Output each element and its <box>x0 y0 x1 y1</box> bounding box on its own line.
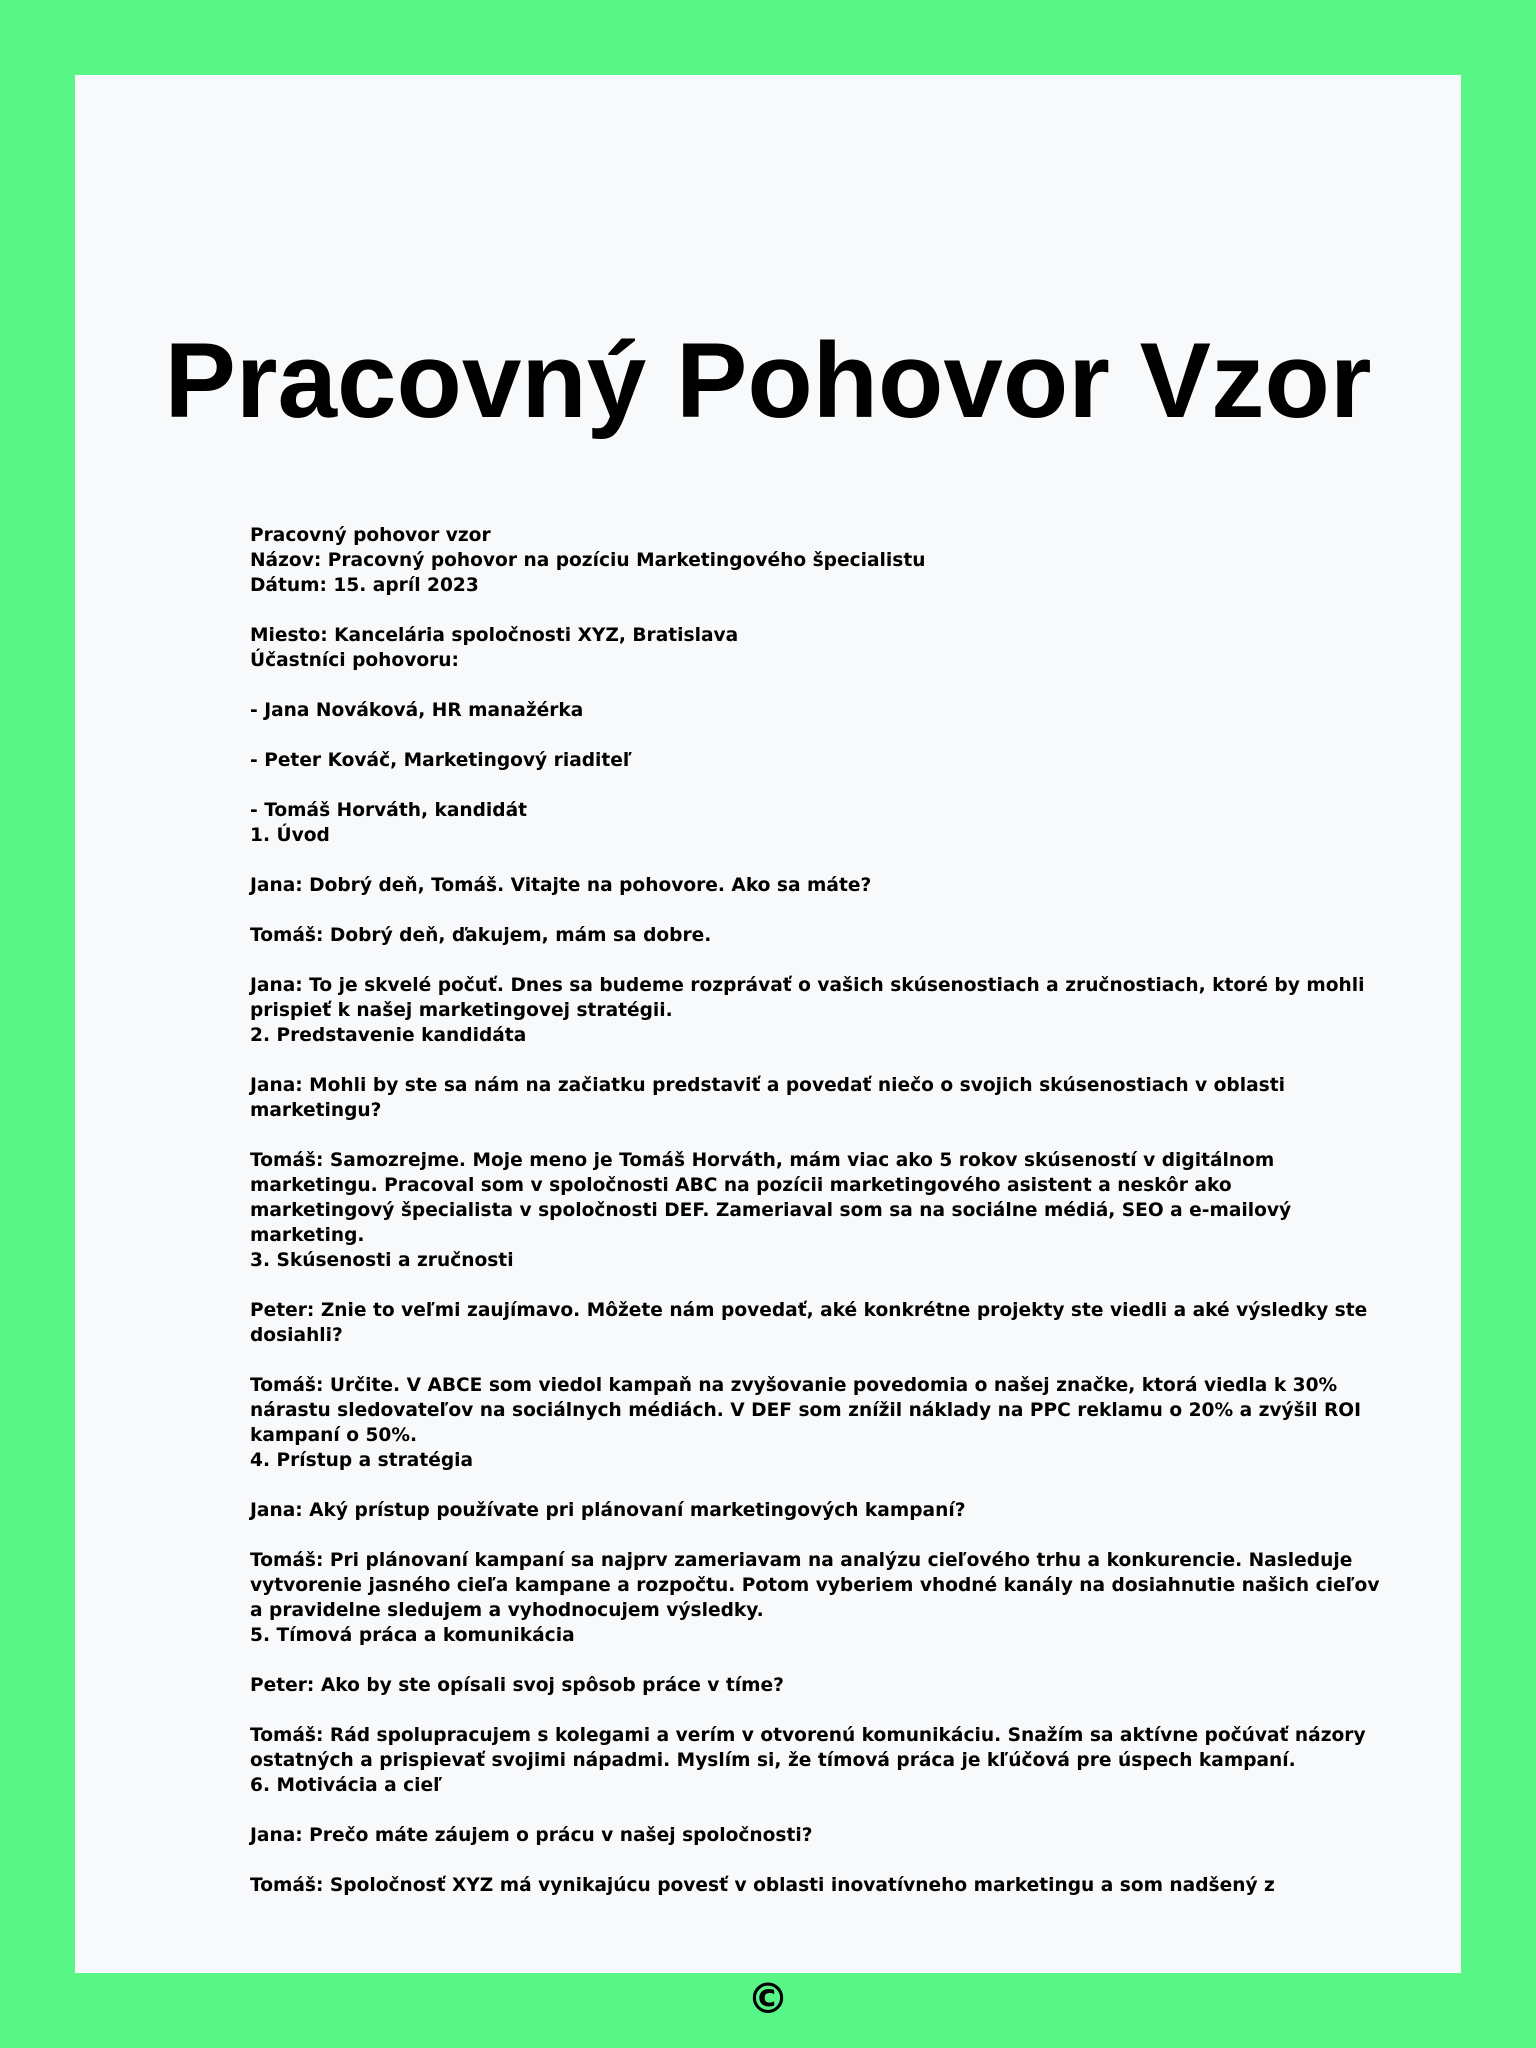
text-line: Tomáš: Spoločnosť XYZ má vynikajúcu povesť v oblasti inovatívneho marketingu a som nadšený z <box>250 1875 1275 1896</box>
blank-line <box>250 673 1370 698</box>
text-line: vytvorenie jasného cieľa kampane a rozpočtu. Potom vyberiem vhodné kanály na dosiahnutie našich cieľov <box>250 1575 1380 1596</box>
text-line: Tomáš: Dobrý deň, ďakujem, mám sa dobre. <box>250 925 712 946</box>
text-line: 2. Predstavenie kandidáta <box>250 1025 527 1046</box>
text-line: prispieť k našej marketingovej stratégii. <box>250 1000 673 1021</box>
blank-line <box>250 1698 1370 1723</box>
blank-line <box>250 1123 1370 1148</box>
text-line: Pracovný pohovor vzor <box>250 525 491 546</box>
blank-line <box>250 948 1370 973</box>
text-line: 4. Prístup a stratégia <box>250 1450 474 1471</box>
blank-line <box>250 1523 1370 1548</box>
blank-line <box>250 848 1370 873</box>
text-line: 1. Úvod <box>250 825 330 846</box>
blank-line <box>250 598 1370 623</box>
text-line: marketingu. Pracoval som v spoločnosti ABC na pozícii marketingového asistent a neskôr ako <box>250 1175 1232 1196</box>
text-line: Dátum: 15. apríl 2023 <box>250 575 479 596</box>
text-line: 5. Tímová práca a komunikácia <box>250 1625 575 1646</box>
text-line: kampaní o 50%. <box>250 1425 418 1446</box>
document-body <box>250 523 1380 1898</box>
text-line: ostatných a prispievať svojimi nápadmi. Myslím si, že tímová práca je kľúčová pre úspech kampaní. <box>250 1750 1296 1771</box>
blank-line <box>250 898 1370 923</box>
text-line: marketingový špecialista v spoločnosti DEF. Zameriaval som sa na sociálne médiá, SEO a e-mailový <box>250 1200 1292 1221</box>
page-title: Pracovný Pohovor Vzor <box>164 320 1372 440</box>
text-line: Tomáš: Rád spolupracujem s kolegami a verím v otvorenú komunikáciu. Snažím sa aktívne počúvať názory <box>250 1725 1366 1746</box>
text-line: 6. Motivácia a cieľ <box>250 1775 443 1796</box>
text-line: - Peter Kováč, Marketingový riaditeľ <box>250 750 632 771</box>
text-line: Názov: Pracovný pohovor na pozíciu Marketingového špecialistu <box>250 550 926 571</box>
blank-line <box>250 1348 1370 1373</box>
text-line: Jana: Prečo máte záujem o prácu v našej spoločnosti? <box>250 1825 813 1846</box>
text-line: Jana: Dobrý deň, Tomáš. Vitajte na pohovore. Ako sa máte? <box>250 875 872 896</box>
document-page <box>75 75 1461 2023</box>
text-line: Tomáš: Určite. V ABCE som viedol kampaň na zvyšovanie povedomia o našej značke, ktorá viedla k 30% <box>250 1375 1338 1396</box>
blank-line <box>250 1048 1370 1073</box>
blank-line <box>250 1473 1370 1498</box>
text-line: a pravidelne sledujem a vyhodnocujem výsledky. <box>250 1600 764 1621</box>
text-line: Miesto: Kancelária spoločnosti XYZ, Bratislava <box>250 625 739 646</box>
text-line: Jana: Aký prístup používate pri plánovaní marketingových kampaní? <box>250 1500 966 1521</box>
text-line: Účastníci pohovoru: <box>250 650 459 671</box>
blank-line <box>250 773 1370 798</box>
text-line: Peter: Znie to veľmi zaujímavo. Môžete nám povedať, aké konkrétne projekty ste viedli a aké výsledky ste <box>250 1300 1368 1321</box>
text-line: nárastu sledovateľov na sociálnych médiách. V DEF som znížil náklady na PPC reklamu o 20% a zvýšil ROI <box>250 1400 1362 1421</box>
blank-line <box>250 1798 1370 1823</box>
text-line: marketing. <box>250 1225 365 1246</box>
text-line: dosiahli? <box>250 1325 343 1346</box>
text-line: - Tomáš Horváth, kandidát <box>250 800 528 821</box>
text-line: Jana: To je skvelé počuť. Dnes sa budeme rozprávať o vašich skúsenostiach a zručnostiach, ktoré by mohli <box>250 975 1365 996</box>
copyright-symbol: © <box>747 1974 789 2023</box>
blank-line <box>250 1848 1370 1873</box>
blank-line <box>250 723 1370 748</box>
text-line: 3. Skúsenosti a zručnosti <box>250 1250 514 1271</box>
text-line: Tomáš: Samozrejme. Moje meno je Tomáš Horváth, mám viac ako 5 rokov skúseností v digitálnom <box>250 1150 1275 1171</box>
blank-line <box>250 1273 1370 1298</box>
text-line: Jana: Mohli by ste sa nám na začiatku predstaviť a povedať niečo o svojich skúsenostiach v oblasti <box>250 1075 1285 1096</box>
text-line: marketingu? <box>250 1100 382 1121</box>
text-line: - Jana Nováková, HR manažérka <box>250 700 584 721</box>
text-line: Peter: Ako by ste opísali svoj spôsob práce v tíme? <box>250 1675 784 1696</box>
blank-line <box>250 1648 1370 1673</box>
text-line: Tomáš: Pri plánovaní kampaní sa najprv zameriavam na analýzu cieľového trhu a konkurencie. Nasleduje <box>250 1550 1353 1571</box>
